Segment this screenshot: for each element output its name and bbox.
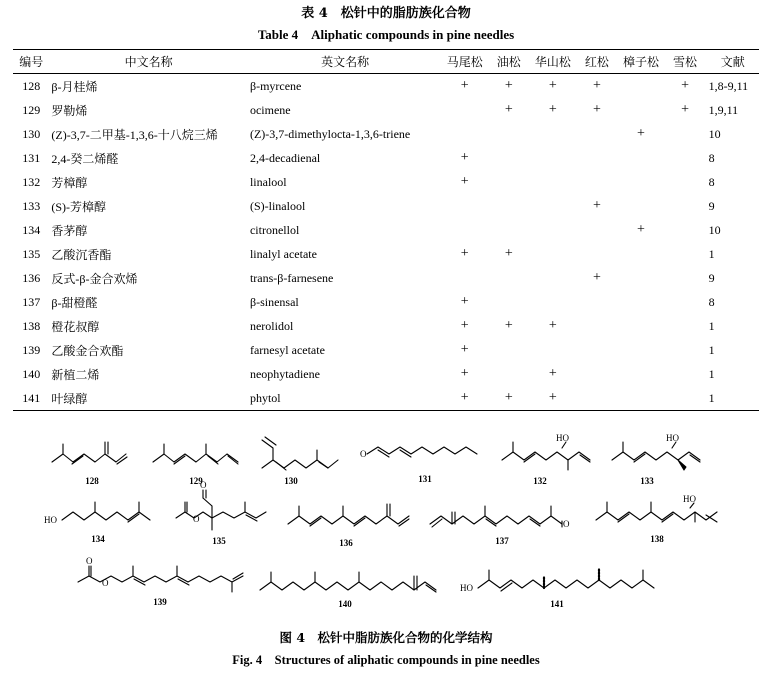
cell-compound-no: 131: [22, 150, 41, 165]
table-row: [13, 98, 759, 122]
figure-caption-cn: 图 4 松针中脂肪族化合物的化学结构: [279, 630, 493, 645]
cell-english-name: trans-β-farnesene: [249, 270, 334, 285]
cell-occurrence-mongolian-pine: [618, 290, 663, 314]
cell-occurrence-masson-pine: +: [460, 342, 469, 357]
structure-138: [596, 502, 717, 522]
cell-occurrence-chinese-pine: +: [487, 386, 530, 411]
cell-reference: 1: [708, 246, 715, 261]
table-row: [13, 314, 759, 338]
table-row: [13, 218, 759, 242]
cell-occurrence-armand-pine: [530, 146, 575, 170]
cell-occurrence-cedar: [664, 362, 707, 386]
structure-141: [478, 568, 654, 591]
cell-occurrence-armand-pine: +: [548, 366, 557, 381]
cell-occurrence-mongolian-pine: [618, 74, 663, 99]
cell-occurrence-mongolian-pine: [618, 386, 663, 411]
cell-occurrence-cedar: +: [681, 78, 689, 93]
cell-english-name: linalool: [249, 174, 287, 189]
cell-occurrence-masson-pine: [442, 98, 487, 122]
cell-occurrence-chinese-pine: [487, 146, 530, 170]
structure-label-130: 130: [284, 476, 298, 486]
cell-occurrence-cedar: [664, 170, 707, 194]
cell-occurrence-mongolian-pine: +: [637, 126, 645, 141]
cell-chinese-name: β-月桂烯: [51, 79, 98, 94]
col-header-masson-pine: 马尾松: [442, 50, 487, 74]
cell-english-name: linalyl acetate: [249, 246, 317, 261]
table-row: [13, 74, 759, 99]
cell-chinese-name: 乙酸沉香酯: [51, 247, 112, 262]
structure-label-138: 138: [650, 534, 664, 544]
cell-occurrence-chinese-pine: [487, 218, 530, 242]
cell-occurrence-cedar: [664, 266, 707, 290]
cell-compound-no: 130: [22, 126, 41, 141]
cell-occurrence-chinese-pine: +: [504, 102, 513, 117]
col-header-en-name: 英文名称: [248, 50, 442, 74]
cell-chinese-name: 芳樟醇: [51, 175, 88, 190]
cell-occurrence-cedar: [664, 290, 707, 314]
table-row: [13, 170, 759, 194]
cell-occurrence-chinese-pine: +: [504, 78, 513, 93]
table-row: [13, 146, 759, 170]
cell-reference: 9: [708, 270, 715, 285]
atom-ho-132: HO: [556, 433, 569, 443]
cell-english-name: citronellol: [249, 222, 300, 237]
cell-occurrence-armand-pine: [530, 242, 575, 266]
cell-chinese-name: (Z)-3,7-二甲基-1,3,6-十八烷三烯: [51, 127, 218, 142]
cell-reference: 10: [708, 222, 721, 237]
cell-occurrence-chinese-pine: [487, 122, 530, 146]
cell-chinese-name: 反式-β-金合欢烯: [51, 271, 138, 286]
cell-reference: 1: [708, 342, 715, 357]
structure-131: [367, 447, 477, 457]
col-header-korean-pine: 红松: [575, 50, 618, 74]
cell-compound-no: 133: [22, 198, 41, 213]
structure-label-132: 132: [533, 476, 547, 486]
cell-occurrence-cedar: +: [681, 102, 689, 117]
cell-english-name: neophytadiene: [249, 366, 320, 381]
cell-occurrence-chinese-pine: [487, 194, 530, 218]
cell-occurrence-masson-pine: [442, 122, 487, 146]
cell-english-name: β-myrcene: [249, 78, 302, 93]
structure-136: [288, 504, 409, 526]
cell-occurrence-armand-pine: [530, 266, 575, 290]
structure-134: [62, 502, 150, 522]
compounds-table: [13, 49, 759, 411]
col-header-mongolian-pine: 樟子松: [618, 50, 663, 74]
structure-label-140: 140: [338, 599, 352, 609]
col-header-armand-pine: 华山松: [530, 50, 575, 74]
cell-chinese-name: 罗勒烯: [51, 103, 88, 118]
cell-occurrence-korean-pine: [575, 314, 618, 338]
structure-132: [502, 442, 590, 470]
cell-occurrence-cedar: [664, 146, 707, 170]
cell-chinese-name: (S)-芳樟醇: [51, 199, 107, 214]
table-row: [13, 338, 759, 362]
table-row: [13, 122, 759, 146]
cell-compound-no: 129: [22, 102, 41, 117]
structure-label-136: 136: [339, 538, 353, 548]
cell-occurrence-korean-pine: [575, 338, 618, 362]
cell-compound-no: 137: [22, 294, 41, 309]
atom-ho-133: HO: [666, 433, 679, 443]
cell-english-name: farnesyl acetate: [249, 342, 325, 357]
cell-occurrence-cedar: [664, 218, 707, 242]
cell-occurrence-armand-pine: [530, 290, 575, 314]
cell-occurrence-cedar: [664, 242, 707, 266]
table-row: [13, 266, 759, 290]
cell-occurrence-cedar: [664, 194, 707, 218]
col-header-cn-name: 中文名称: [49, 50, 248, 74]
atom-o-139-carbonyl: O: [86, 556, 93, 566]
cell-occurrence-mongolian-pine: [618, 266, 663, 290]
cell-occurrence-cedar: [664, 314, 707, 338]
cell-occurrence-korean-pine: [575, 386, 618, 411]
structure-128: [52, 442, 127, 464]
table-row: [13, 362, 759, 386]
cell-chinese-name: 叶绿醇: [49, 386, 248, 411]
structure-label-135: 135: [212, 536, 226, 546]
cell-chinese-name: 橙花叔醇: [51, 319, 100, 334]
cell-occurrence-cedar: [664, 122, 707, 146]
cell-occurrence-armand-pine: +: [548, 102, 557, 117]
cell-compound-no: 132: [22, 174, 41, 189]
structure-label-128: 128: [85, 476, 99, 486]
cell-occurrence-chinese-pine: [487, 290, 530, 314]
atom-o-135-carbonyl: O: [200, 480, 207, 490]
cell-occurrence-chinese-pine: +: [504, 318, 513, 333]
cell-compound-no: 141: [13, 386, 49, 411]
col-header-reference: 文献: [707, 50, 759, 74]
cell-compound-no: 128: [22, 78, 41, 93]
cell-reference: 10: [708, 126, 721, 141]
cell-occurrence-mongolian-pine: [618, 242, 663, 266]
cell-compound-no: 138: [22, 318, 41, 333]
structure-label-134: 134: [91, 534, 105, 544]
cell-compound-no: 140: [22, 366, 41, 381]
cell-occurrence-mongolian-pine: [618, 362, 663, 386]
cell-occurrence-armand-pine: [530, 122, 575, 146]
col-header-chinese-pine: 油松: [487, 50, 530, 74]
cell-occurrence-korean-pine: [575, 218, 618, 242]
cell-occurrence-cedar: [664, 338, 707, 362]
cell-occurrence-mongolian-pine: [618, 314, 663, 338]
cell-english-name: (S)-linalool: [249, 198, 306, 213]
cell-reference: 1: [707, 386, 759, 411]
cell-occurrence-masson-pine: +: [460, 78, 469, 93]
atom-o-131: O: [360, 449, 367, 459]
cell-occurrence-masson-pine: [442, 218, 487, 242]
cell-reference: 1,9,11: [708, 102, 739, 117]
cell-occurrence-korean-pine: +: [592, 270, 601, 285]
col-header-cedar: 雪松: [664, 50, 707, 74]
cell-occurrence-armand-pine: +: [530, 386, 575, 411]
table-caption-cn: 表 4 松针中的脂肪族化合物: [301, 6, 471, 21]
structure-label-137: 137: [495, 536, 509, 546]
cell-occurrence-korean-pine: +: [592, 102, 601, 117]
structure-140: [260, 572, 436, 592]
structure-137: [430, 506, 562, 527]
col-header-no: 编号: [13, 50, 49, 74]
cell-occurrence-armand-pine: [530, 194, 575, 218]
cell-occurrence-korean-pine: [575, 242, 618, 266]
cell-occurrence-armand-pine: [530, 218, 575, 242]
cell-chinese-name: 新植二烯: [51, 367, 100, 382]
cell-compound-no: 135: [22, 246, 41, 261]
cell-occurrence-korean-pine: [575, 290, 618, 314]
cell-reference: 8: [708, 150, 715, 165]
cell-occurrence-masson-pine: +: [460, 318, 469, 333]
atom-ho-134: HO: [44, 515, 57, 525]
cell-compound-no: 139: [22, 342, 41, 357]
cell-occurrence-mongolian-pine: [618, 146, 663, 170]
cell-english-name: β-sinensal: [249, 294, 299, 309]
cell-occurrence-masson-pine: [442, 266, 487, 290]
cell-reference: 1: [708, 366, 715, 381]
cell-occurrence-masson-pine: +: [460, 294, 469, 309]
atom-o-135-ester: O: [193, 514, 200, 524]
cell-occurrence-korean-pine: [575, 362, 618, 386]
cell-occurrence-mongolian-pine: [618, 194, 663, 218]
cell-occurrence-masson-pine: +: [460, 366, 469, 381]
atom-o-139-ester: O: [102, 578, 109, 588]
cell-occurrence-masson-pine: +: [460, 174, 469, 189]
cell-chinese-name: 乙酸金合欢酯: [51, 343, 124, 358]
cell-occurrence-mongolian-pine: [618, 338, 663, 362]
cell-english-name: nerolidol: [249, 318, 294, 333]
structure-label-131: 131: [418, 474, 432, 484]
cell-chinese-name: 香茅醇: [51, 223, 88, 238]
cell-occurrence-chinese-pine: [487, 362, 530, 386]
cell-occurrence-mongolian-pine: +: [637, 222, 645, 237]
cell-occurrence-cedar: [664, 386, 707, 411]
structure-label-139: 139: [153, 597, 167, 607]
cell-english-name: (Z)-3,7-dimethylocta-1,3,6-triene: [249, 126, 411, 141]
table-row: [13, 290, 759, 314]
cell-occurrence-mongolian-pine: [618, 170, 663, 194]
cell-occurrence-korean-pine: [575, 170, 618, 194]
structure-130: [262, 437, 338, 470]
atom-ho-138: HO: [683, 494, 696, 504]
cell-occurrence-armand-pine: [530, 338, 575, 362]
cell-occurrence-masson-pine: [442, 194, 487, 218]
cell-english-name: phytol: [248, 386, 442, 411]
cell-occurrence-chinese-pine: +: [504, 246, 513, 261]
cell-occurrence-armand-pine: [530, 170, 575, 194]
table-row: [13, 386, 759, 411]
table-row: [13, 194, 759, 218]
chemical-structures-figure: [0, 420, 772, 626]
cell-occurrence-korean-pine: [575, 122, 618, 146]
atom-o-137: O: [563, 519, 570, 529]
table-row: [13, 242, 759, 266]
cell-reference: 1,8-9,11: [708, 78, 749, 93]
cell-occurrence-korean-pine: +: [592, 198, 601, 213]
cell-occurrence-korean-pine: +: [592, 78, 601, 93]
cell-occurrence-armand-pine: +: [548, 318, 557, 333]
cell-reference: 8: [708, 294, 715, 309]
table-header-row: [13, 50, 759, 74]
atom-ho-141: HO: [460, 583, 473, 593]
cell-occurrence-masson-pine: +: [442, 386, 487, 411]
cell-english-name: ocimene: [249, 102, 291, 117]
cell-compound-no: 134: [22, 222, 41, 237]
cell-compound-no: 136: [22, 270, 41, 285]
structure-129: [153, 444, 238, 464]
cell-occurrence-korean-pine: [575, 146, 618, 170]
cell-occurrence-chinese-pine: [487, 266, 530, 290]
structure-label-141: 141: [550, 599, 564, 609]
cell-chinese-name: 2,4-癸二烯醛: [51, 151, 119, 166]
structure-133: [612, 442, 700, 470]
cell-occurrence-chinese-pine: [487, 338, 530, 362]
cell-reference: 9: [708, 198, 715, 213]
cell-reference: 8: [708, 174, 715, 189]
cell-reference: 1: [708, 318, 715, 333]
cell-occurrence-mongolian-pine: [618, 98, 663, 122]
structure-135: [176, 490, 266, 530]
cell-occurrence-chinese-pine: [487, 170, 530, 194]
cell-occurrence-masson-pine: +: [460, 246, 469, 261]
cell-occurrence-masson-pine: +: [460, 150, 469, 165]
table-caption-en: Table 4 Aliphatic compounds in pine needles: [257, 27, 515, 42]
cell-english-name: 2,4-decadienal: [249, 150, 321, 165]
structure-label-133: 133: [640, 476, 654, 486]
cell-occurrence-armand-pine: +: [548, 78, 557, 93]
cell-chinese-name: β-甜橙醛: [51, 295, 98, 310]
structure-label-129: 129: [189, 476, 203, 486]
figure-caption-en: Fig. 4 Structures of aliphatic compounds in pine needles: [232, 653, 540, 667]
